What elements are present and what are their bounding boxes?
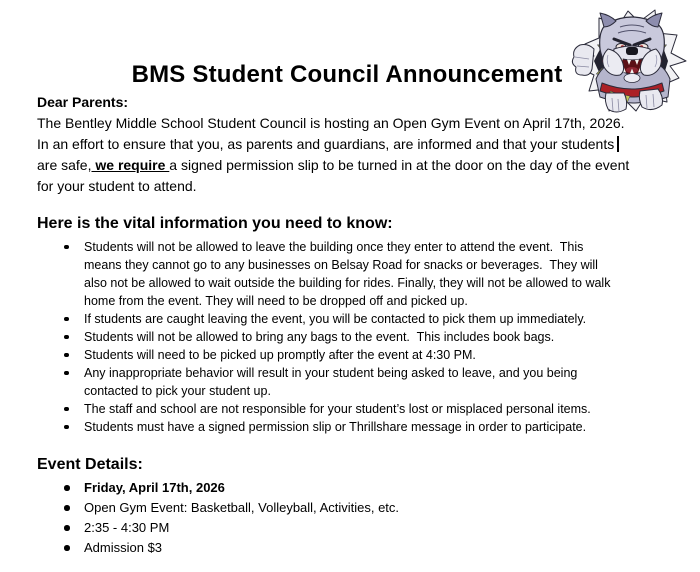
intro-emphasis: we require — [91, 157, 170, 173]
intro-line-3-pre: are safe, — [37, 157, 92, 173]
list-item — [37, 478, 700, 498]
list-item-line: Students will need to be picked up promptly after the event at 4:30 PM. — [84, 348, 476, 362]
list-item — [37, 538, 700, 558]
list-item-line: The staff and school are not responsible for your student’s lost or misplaced personal items. — [84, 402, 591, 416]
intro-line-3 — [37, 155, 700, 176]
list-item-line: Students will not be allowed to leave the building once they enter to attend the event. This — [84, 240, 584, 254]
list-item-line: Students must have a signed permission slip or Thrillshare message in order to participate. — [84, 420, 587, 434]
intro-paragraph — [37, 113, 700, 197]
list-item-line: Students will not be allowed to bring any bags to the event. This includes book bags. — [84, 330, 555, 344]
intro-line-1: The Bentley Middle School Student Council is hosting an Open Gym Event on April 17th, 2026. — [37, 115, 625, 131]
greeting: Dear Parents: — [37, 94, 129, 110]
list-item-line: 2:35 - 4:30 PM — [84, 520, 170, 535]
list-item — [37, 238, 700, 310]
vital-info-list — [37, 238, 700, 436]
intro-line-3-post: a signed permission slip to be turned in at the door on the day of the event — [169, 157, 630, 173]
list-item — [37, 498, 700, 518]
list-item — [37, 364, 700, 400]
event-details-list — [37, 478, 700, 558]
list-item-line: Any inappropriate behavior will result in your student being asked to leave, and you being — [84, 366, 578, 380]
list-item — [37, 310, 700, 328]
list-item-line: means they cannot go to any businesses on Belsay Road for snacks or beverages. They will — [84, 258, 598, 272]
list-item — [37, 418, 700, 436]
list-item-line: Open Gym Event: Basketball, Volleyball, Activities, etc. — [84, 500, 400, 515]
intro-line-2-text: In an effort to ensure that you, as parents and guardians, are informed and that your students — [37, 136, 615, 152]
list-item-line: contacted to pick your student up. — [84, 384, 271, 398]
bulldog-mascot-icon — [562, 5, 700, 117]
list-item-line: Friday, April 17th, 2026 — [84, 480, 225, 495]
intro-line-4: for your student to attend. — [37, 178, 197, 194]
list-item-line: also not be allowed to wait outside the building for rides. Finally, they will not be allowed to walk — [84, 276, 611, 290]
list-item-line: Admission $3 — [84, 540, 163, 555]
list-item — [37, 346, 700, 364]
list-item — [37, 328, 700, 346]
list-item-line: If students are caught leaving the event, you will be contacted to pick them up immediately. — [84, 312, 587, 326]
intro-line-2 — [37, 134, 700, 155]
list-item — [37, 400, 700, 418]
list-item-line: home from the event. They will need to be dropped off and picked up. — [84, 294, 468, 308]
list-item — [37, 518, 700, 538]
event-details-heading: Event Details: — [37, 456, 143, 473]
vital-info-heading: Here is the vital information you need to know: — [37, 215, 393, 232]
text-cursor — [617, 136, 619, 152]
page-title: BMS Student Council Announcement — [131, 61, 563, 88]
